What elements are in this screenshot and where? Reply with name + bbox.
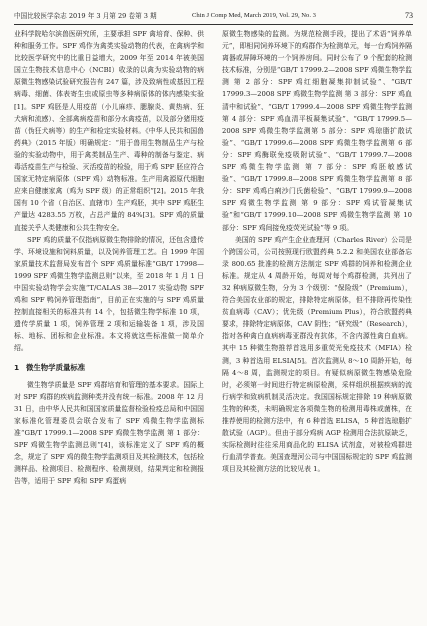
journal-citation-en: Chin J Comp Med, March 2019, Vol. 29, No. 3 [192,12,316,19]
body-paragraph: 原微生物感染的监测。为规范检测手段，提出了术语“饲养单元”，即相同饲养环境下的鸡群作为检测单元，每一台鸡饲养隔离器或屏障环境的一个饲养房间。同时公布了 9 个配套的检测技术标准，分别是“GB/T 17999.2—2008 SPF 鸡微生物学监测 第 2 部分：SPF 鸡红细胞凝集抑制试验”、“GB/T 17999.3—2008 SPF 鸡微生物学监测 第 3 部分：SPF 鸡血清中和试验”、“GB/T 17999.4—2008 SPF 鸡微生物学监测 第 4 部分：SPF 鸡血清平板凝集试验”、“GB/T 17999.5—2008 SPF 鸡微生物学监测第 5 部分：SPF 鸡琼脂扩散试验”、“GB/T 17999.6—2008 SPF 鸡微生物学监测第 6 部分：SPF 鸡酶联免疫吸附试验”、“GB/T 17999.7—2008 SPF 鸡微生物学监测 第 7 部分：SPF 鸡胚敏感试验”、“GB/T 17999.8—2008 SPF 鸡微生物学监测第 8 部分：SPF 鸡鸡白痢沙门氏菌检验”、“GB/T 17999.9—2008 SPF 鸡微生物学监测 第 9 部分：SPF 鸡试管凝集试验”和“GB/T 17999.10—2008 SPF 鸡微生物学监测 第 10 部分：SPF 鸡间接免疫荧光试验”等 9 项。 [222,30,412,232]
left-column [14,28,204,614]
section-number: 1 [14,362,20,372]
right-column [222,28,412,614]
header-rule [14,24,413,25]
journal-name: 中国比较医学杂志 2019 年 3 月第 29 卷第 3 期 [14,12,157,20]
body-paragraph: SPF 鸡的质量不仅指病原微生物排除的情况，还包含遗传学、环境设施和饲料质量，以及饲养管理工艺。自 1999 年国家质量技术监督局发布首个 SPF 鸡质量标准“GB/T 17998—1999 SPF 鸡微生物学监测总则”以来，至 2018 年 1 月 1 日中国实验动物学会实施“T/CALAS 38—2017 实验动物 SPF 鸡和 SPF 鸭饲养管理指南”，目前正在实施的与 SPF 鸡质量控制直接相关的标准共有 14 个，包括微生物学标准 10 项，遗传学质量 1 项，饲养管理 2 项和运输装备 1 项，涉及国标、地标、团标和企业标准。本文将就这些标准做一简单介绍。 [14,235,204,353]
running-header [14,10,413,22]
body-paragraph: 微生物学质量是 SPF 鸡群培育和管理的基本要求。国际上对 SPF 鸡群的疾病监测种类并没有统一标准。2008 年 12 月 31 日，由中华人民共和国国家质量监督检验检疫总局和中国国家标准化管理委员会联合发布了 SPF 鸡微生物学监测标准“GB/T 17999.1—2008 SPF 鸡微生物学监测 第 1 部分：SPF 鸡微生物学监测总则”[4]，该标准定义了 SPF 鸡的概念，规定了 SPF 鸡的微生物学监测项目及其检测技术，包括检测样品、检测项目、检测程序、检测规则，结果判定和检测报告等，适用于 SPF 鸡和 SPF 鸡蛋病 [14,380,204,486]
body-paragraph: 业科学院哈尔滨兽医研究所，主要承担 SPF 禽培育、保种、供种和服务工作。SPF 鸡作为禽类实验动物的代表，在禽病学和比较医学研究中的比重日益增大，2009 年至 2014 年被美国国立生物技术信息中心（NCBI）收录的以禽为实验动物的病原微生物感染试验研究报告有 247 篇，涉及致病性或基因工程病毒、细菌、体表寄生虫或原虫等多种病原体的体内感染实验[1]。SPF 鸡胚是人用疫苗（小儿麻疹、腮腺炎、黄热病、狂犬病和流感）、全部禽病疫苗和部分水禽疫苗，以及部分猪用疫苗（伪狂犬病等）的生产和检定实验材料。《中华人民共和国兽药典》（2015 年版）明确规定：“用于兽用生物制品生产与检验的实验动物中，用于禽类制品生产、毒种的制备与鉴定、病毒活疫苗生产与检验、灭活疫苗的检验，用于鸡 SPF 胚应符合国家无特定病原体（SPF 鸡）动物标准。生产用禽源原代细胞应来自健康家禽（鸡为 SPF 级）的正常组织”[2]。2015 年我国有 10 个省（自治区、直辖市）生产鸡胚，其中 SPF 鸡胚生产量达 4283.55 万枚，占总产量的 84%[3]。SPF 鸡的质量直接关乎人类健康和公共生物安全。 [14,30,204,232]
section-heading [14,362,204,374]
body-paragraph: 美国的 SPF 鸡产生企业查理河（Charles River）公司是个跨国公司，公司按照现行欧盟药典 5.2.2 和美国农业部备忘录 800.65 批准的检测方法制定 SPF 鸡群的饲养和检测企业标准。规定从 4 周龄开始，每周对每个鸡群检测，共列出了 32 种病原微生物，分为 3 个级别：“保险级”（Premium），符合美国农业部的规定，排除特定病原体，但不排除再传染性贫血病毒（CAV）；优先级（Premium Plus），符合欧盟药典要求，排除特定病原体，CAV 阴性；“研究级”（Research），指对各种禽白血病病毒亚群没有抗体，不含内源性禽白血病。其中 15 种微生物推荐首选用多重荧光免疫技术（MFIA）检测，3 种首选用 ELSIA[5]。首次监测从 8～10 周龄开始，每隔 4～8 周，监测规定的项目。有疑似病原微生物感染危险时，必须第一时间进行特定病原检测，采样组织根据疾病的流行病学和致病机制灵活决定。我国国标规定排除 19 种病原微生物的种类，未明确规定各项微生物的检测用毒株或菌株，在推荐使用的检测方法中，有 6 种首选 ELISA，5 种首选琼脂扩散试验（AGP）。但由于部分鸡病 AGP 检测用合法抗原缺乏，实际检测时往往采用商品化的 ELISA 试剂盒，对被检鸡群进行血清学普查。美国查理河公司与中国国标规定的 SPF 鸡监测项目及其检测方法的比较见表 1。 [222,235,412,474]
page-number: 73 [405,11,413,20]
section-title: 微生物学质量标准 [26,362,86,372]
